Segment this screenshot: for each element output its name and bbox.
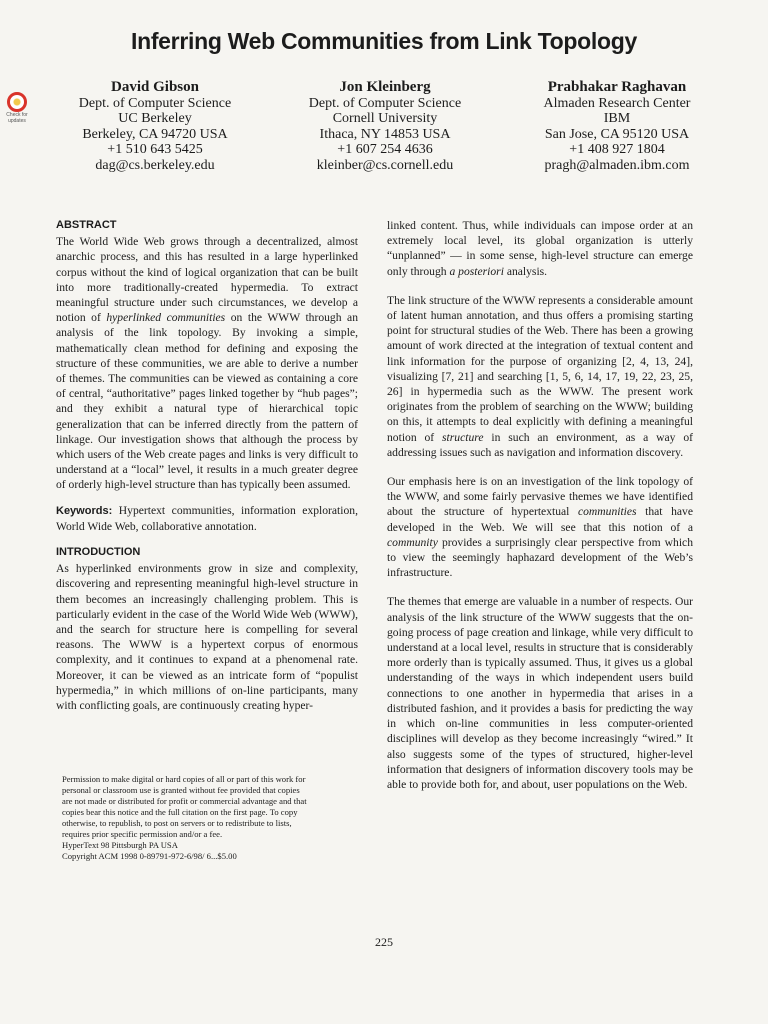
keywords-text: Hypertext communities, information exploration, World Wide Web, collaborative annotation. — [56, 503, 358, 533]
author-email[interactable]: pragh@almaden.ibm.com — [544, 157, 690, 173]
text-run: Our emphasis here is on an investigation of the link topology of the WWW, and some fairly pervasive themes we have identified about the structure of hypertextual — [387, 475, 693, 519]
author-1 — [50, 80, 260, 173]
text-run: The link structure of the WWW represents a considerable amount of latent human annotation, and thus offers a promising starting point for structural studies of the Web. There has been a growing amount of work directed at the integration of textual content and link information for the purpose of organizing [2, 4, 13, 24], visualizing [7, 21] and searching [1, 5, 6, 14, 17, 19, 22, 23, 25, 26] in hypermedia such as the WWW. The present work originates from the problem of searching on the WWW; building on this, it attempts to deal explicitly with defining a meaningful notion of — [387, 293, 693, 444]
badge-label: Check for updates — [6, 112, 28, 124]
permission-line: Permission to make digital or hard copies of all or part of this work for — [62, 774, 306, 784]
page-number: 225 — [375, 935, 393, 949]
author-email[interactable]: kleinber@cs.cornell.edu — [316, 157, 454, 173]
author-email[interactable]: dag@cs.berkeley.edu — [95, 157, 215, 173]
author-affiliation: Dept. of Computer Science — [78, 95, 232, 111]
text-run: linked content. Thus, while individuals can impose order at an extremely local level, its global organization is utterly “unplanned” — in some sense, high-level structure can emerge only through — [387, 219, 693, 278]
check-for-updates-badge[interactable] — [2, 92, 32, 124]
author-address: San Jose, CA 95120 USA — [544, 126, 690, 142]
text-run: that have developed in the Web. We will see that this notion of a — [387, 505, 693, 534]
author-phone: +1 408 927 1804 — [569, 142, 665, 157]
keywords-line — [56, 503, 358, 534]
author-address: Berkeley, CA 94720 USA — [82, 126, 228, 142]
author-name: David Gibson — [111, 79, 199, 95]
keywords-label: Keywords: — [56, 504, 113, 517]
permission-line: requires prior specific permission and/or a fee. — [62, 829, 223, 839]
author-name: Prabhakar Raghavan — [547, 79, 687, 95]
author-address: Ithaca, NY 14853 USA — [319, 126, 451, 142]
author-affiliation: Dept. of Computer Science — [308, 95, 462, 111]
author-affiliation: Almaden Research Center — [543, 95, 691, 111]
introduction-paragraph: As hyperlinked environments grow in size and complexity, discovering and representing meaningful high-level structure in them becomes an increasingly challenging problem. This is particularly evident in the case of the World Wide Web (WWW), and the search for structure here is compelling for several reasons. The WWW is a hypertext corpus of enormous complexity, and it continues to expand at a phenomenal rate. Moreover, it can be viewed as an intricate form of “populist hypermedia,” in which millions of on-line participants, many with conflicting goals, are continuously creating hyper- — [56, 562, 358, 713]
permission-notice — [62, 774, 354, 862]
author-2 — [280, 80, 490, 173]
abstract-heading: ABSTRACT — [56, 219, 117, 231]
right-paragraph-2 — [387, 293, 693, 460]
abstract-emphasis: hyperlinked communities — [106, 311, 226, 325]
abstract-paragraph — [56, 234, 358, 492]
permission-line: personal or classroom use is granted without fee provided that copies — [62, 785, 300, 795]
emphasis-run: community — [387, 535, 438, 549]
author-phone: +1 607 254 4636 — [337, 142, 433, 157]
author-institution: UC Berkeley — [118, 111, 192, 126]
right-paragraph-3 — [387, 474, 693, 580]
author-3 — [512, 80, 722, 173]
author-phone: +1 510 643 5425 — [107, 142, 203, 157]
right-paragraph-1 — [387, 218, 693, 279]
emphasis-run: a posteriori — [449, 264, 504, 278]
abstract-text-a: The World Wide Web grows through a decentralized, almost anarchic process, and this has resulted in a large hyperlinked corpus without the kind of logical organization that can be built into more traditionally-created hypermedia. To extract meaningful structure under such circumstances, we develop a notion of — [56, 235, 358, 325]
author-institution: Cornell University — [332, 111, 438, 126]
author-institution: IBM — [603, 111, 631, 126]
update-check-icon — [7, 92, 27, 112]
permission-line: are not made or distributed for profit or commercial advantage and that — [62, 796, 307, 806]
left-column — [56, 218, 358, 713]
permission-line: otherwise, to republish, to post on servers or to redistribute to lists, — [62, 818, 292, 828]
text-run: in such an environment, as a way of addressing issues such as navigation and information discovery. — [387, 430, 693, 459]
author-name: Jon Kleinberg — [339, 79, 431, 95]
abstract-text-b: on the WWW through an analysis of the link topology. By invoking a simple, mathematically clean method for defining and exposing the structure of these communities, we are able to derive a number of themes. The communities can be viewed as containing a core of central, “authoritative” pages linked together by “hub pages”; and they exhibit a natural type of hierarchical topic generalization that can be inferred directly from the pattern of linkage. Our investigation shows that although the process by which users of the Web create pages and links is very difficult to understand at a “local” level, it results in a much greater degree of orderly high-level structure than has typically been assumed. — [56, 311, 358, 492]
copyright-line: Copyright ACM 1998 0-89791-972-6/98/ 6...$5.00 — [62, 851, 237, 861]
introduction-heading: INTRODUCTION — [56, 546, 141, 559]
emphasis-run: structure — [442, 430, 484, 444]
conference-line: HyperText 98 Pittsburgh PA USA — [62, 840, 178, 850]
right-column — [387, 218, 693, 792]
emphasis-run: communities — [577, 505, 637, 519]
text-run: analysis. — [503, 264, 548, 278]
permission-line: copies bear this notice and the full citation on the first page. To copy — [62, 807, 298, 817]
paper-title: Inferring Web Communities from Link Topology — [130, 28, 637, 54]
right-paragraph-4: The themes that emerge are valuable in a number of respects. Our analysis of the link structure of the WWW suggests that the on-going process of page creation and linkage, while very difficult to understand at a local level, results in structure that is considerably more orderly than is typically assumed. Thus, it gives us a global understanding of the ways in which independent users build connections to one another in hypermedia that arises in a distributed fashion, and it provides a basis for predicting the way in which on-line communities in less computer-oriented disciplines will develop as they become increasingly “wired.” It also suggests some of the types of structured, higher-level information that designers of information discovery tools may be able to provide both for, and about, user populations on the Web. — [387, 595, 693, 791]
text-run: provides a surprisingly clear perspective from which to view the seemingly haphazard development of the Web’s infrastructure. — [387, 535, 693, 580]
